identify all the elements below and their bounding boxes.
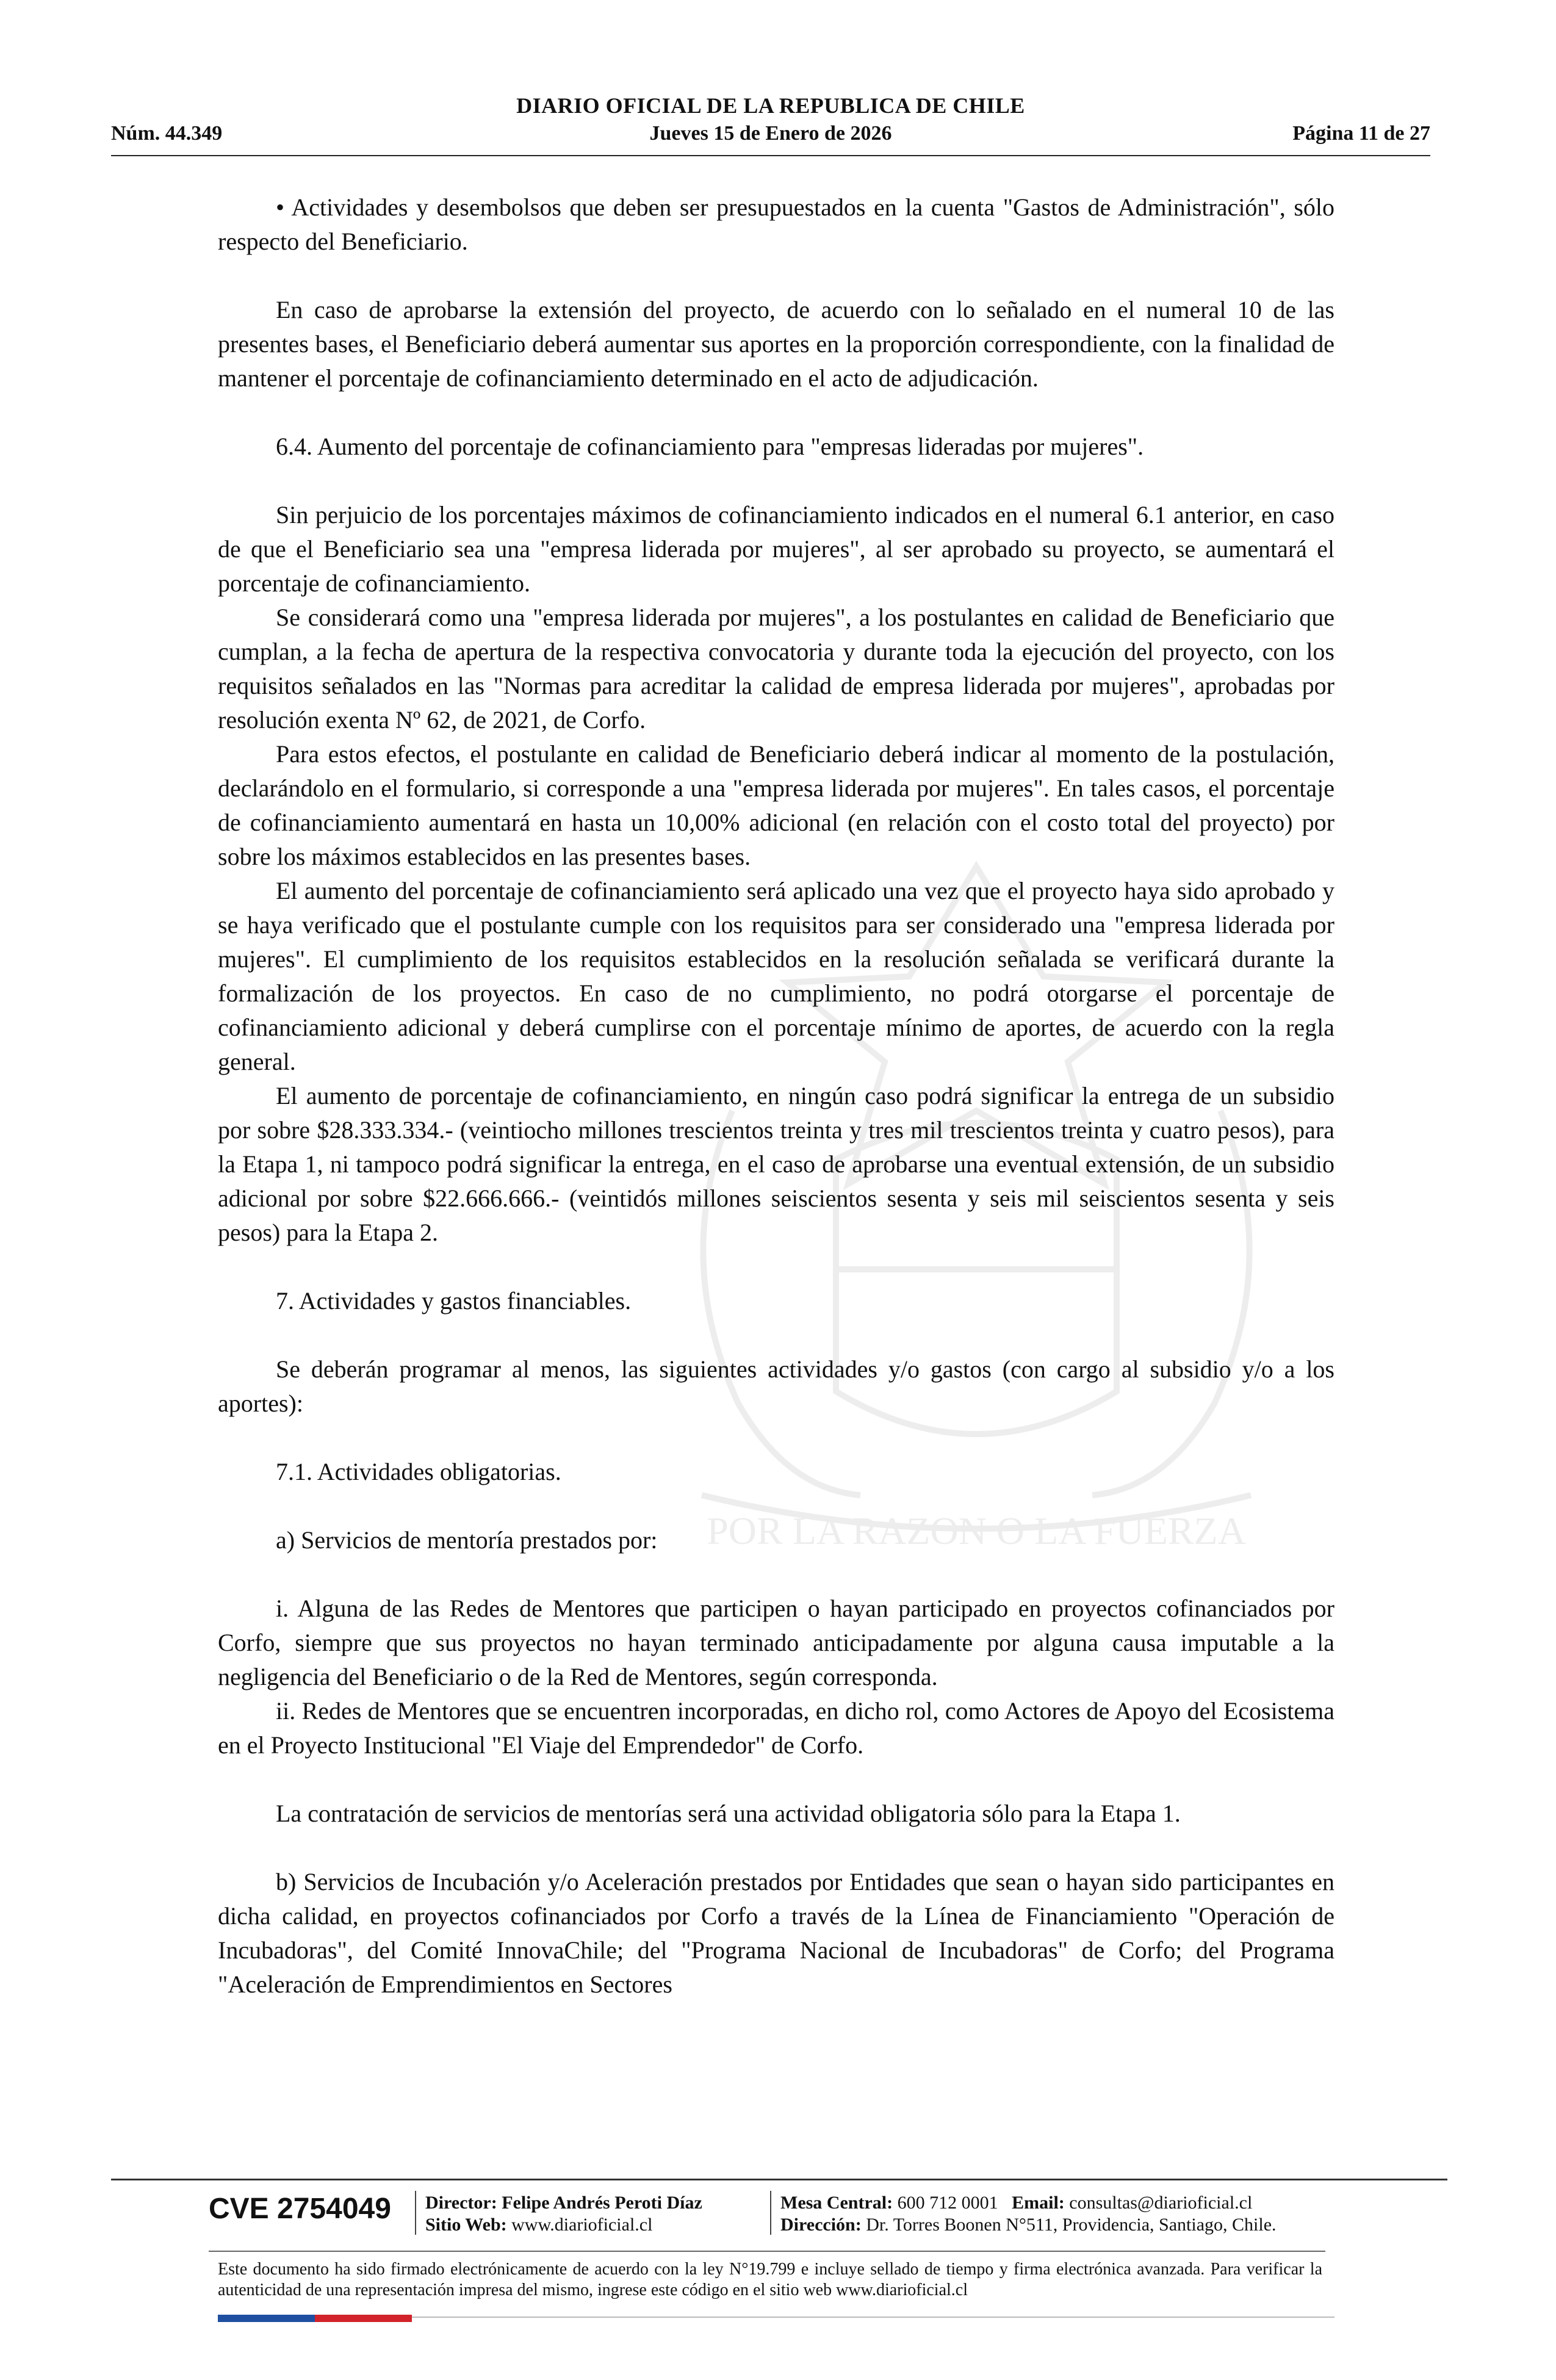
paragraph: a) Servicios de mentoría prestados por: <box>276 1526 658 1554</box>
paragraph: Se deberán programar al menos, las siguientes actividades y/o gastos (con cargo al subsidio y/o a los aportes): <box>218 1355 1334 1417</box>
page-number: Página 11 de 27 <box>1292 122 1430 145</box>
paragraph: b) Servicios de Incubación y/o Aceleración prestados por Entidades que sean o hayan sido participantes en dicha calidad, en proyectos cofinanciados por Corfo a través de la Línea de Financiamiento "Operación de Incubadoras", del Comité InnovaChile; del "Programa Nacional de Incubadoras" de Corfo; del Programa "Aceleración de Emprendimientos en Sectores <box>218 1868 1334 1998</box>
director-label: Director: <box>425 2193 497 2213</box>
website-label: Sitio Web: <box>425 2215 507 2235</box>
flag-stripe <box>218 2314 412 2321</box>
paragraph: La contratación de servicios de mentorías será una actividad obligatoria sólo para la Etapa 1. <box>276 1800 1181 1827</box>
section-heading: 6.4. Aumento del porcentaje de cofinanciamiento para "empresas lideradas por mujeres". <box>276 433 1144 460</box>
footer-contact-left <box>425 2192 702 2236</box>
watermark-motto: POR LA RAZON O LA FUERZA <box>707 1509 1246 1552</box>
footer-divider <box>111 2179 1447 2180</box>
section-heading: 7.1. Actividades obligatorias. <box>276 1458 561 1485</box>
legal-notice: Este documento ha sido firmado electrónicamente de acuerdo con la ley N°19.799 e incluye sellado de tiempo y firma electrónica avanzada. Para verificar la autenticidad de una representación impresa del mismo, ingrese este código en el sitio web www.diarioficial.cl <box>218 2260 1322 2299</box>
paragraph: • Actividades y desembolsos que deben ser presupuestados en la cuenta "Gastos de Administración", sólo respecto del Beneficiario. <box>218 193 1334 255</box>
issue-date: Jueves 15 de Enero de 2026 <box>649 122 892 145</box>
page-header <box>111 93 1430 160</box>
issue-number: Núm. 44.349 <box>111 122 223 145</box>
paragraph: Sin perjuicio de los porcentajes máximos de cofinanciamiento indicados en el numeral 6.1 anterior, en caso de que el Beneficiario sea una "empresa liderada por mujeres", al ser aprobado su proyecto, se aumentará el porcentaje de cofinanciamiento. <box>218 501 1334 597</box>
document-body <box>218 190 1334 2002</box>
paragraph: El aumento de porcentaje de cofinanciamiento, en ningún caso podrá significar la entrega de un subsidio por sobre $28.333.334.- (veintiocho millones trescientos treinta y tres mil trescientos treinta y cuatro pesos), para la Etapa 1, ni tampoco podrá significar la entrega, en el caso de aprobarse una eventual extensión, de un subsidio adicional por sobre $22.666.666.- (veintidós millones seiscientos sesenta y seis mil seiscientos sesenta y seis pesos) para la Etapa 2. <box>218 1082 1334 1246</box>
footer-separator <box>415 2191 416 2235</box>
paragraph: Se considerará como una "empresa liderada por mujeres", a los postulantes en calidad de Beneficiario que cumplan, a la fecha de apertura de la respectiva convocatoria y durante toda la ejecución del proyecto, con los requisitos señalados en las "Normas para acreditar la calidad de empresa liderada por mujeres", aprobadas por resolución exenta Nº 62, de 2021, de Corfo. <box>218 604 1334 734</box>
phone-label: Mesa Central: <box>780 2193 893 2213</box>
email-link[interactable]: consultas@diarioficial.cl <box>1069 2193 1253 2213</box>
section-heading: 7. Actividades y gastos financiables. <box>276 1287 632 1314</box>
cve-code: CVE 2754049 <box>209 2193 391 2225</box>
footer-inner-divider <box>209 2251 1325 2252</box>
header-divider <box>111 155 1430 156</box>
list-item: i. Alguna de las Redes de Mentores que participen o hayan participado en proyectos cofinanciados por Corfo, siempre que sus proyectos no hayan terminado anticipadamente por alguna causa imputable a la negligencia del Beneficiario o de la Red de Mentores, según corresponda. <box>218 1595 1334 1690</box>
publication-title: DIARIO OFICIAL DE LA REPUBLICA DE CHILE <box>516 93 1025 118</box>
footer-contact-right <box>780 2192 1277 2236</box>
page-footer <box>111 2179 1447 2362</box>
paragraph: El aumento del porcentaje de cofinanciamiento será aplicado una vez que el proyecto haya sido aprobado y se haya verificado que el postulante cumple con los requisitos para ser considerado una "empresa liderada por mujeres". El cumplimiento de los requisitos establecidos en la resolución señalada se verificará durante la formalización de los proyectos. En caso de no cumplimiento, no podrá otorgarse el porcentaje de cofinanciamiento adicional y deberá cumplirse con el porcentaje mínimo de aportes, de acuerdo con la regla general. <box>218 877 1334 1075</box>
flag-red-segment <box>315 2315 412 2322</box>
director-name: Felipe Andrés Peroti Díaz <box>502 2193 702 2213</box>
address: Dr. Torres Boonen N°511, Providencia, Santiago, Chile. <box>866 2215 1277 2235</box>
paragraph: Para estos efectos, el postulante en calidad de Beneficiario deberá indicar al momento de la postulación, declarándolo en el formulario, si corresponde a una "empresa liderada por mujeres". En tales casos, el porcentaje de cofinanciamiento aumentará en hasta un 10,00% adicional (en relación con el costo total del proyecto) por sobre los máximos establecidos en las presentes bases. <box>218 740 1334 870</box>
list-item: ii. Redes de Mentores que se encuentren incorporadas, en dicho rol, como Actores de Apoyo del Ecosistema en el Proyecto Institucional "El Viaje del Emprendedor" de Corfo. <box>218 1697 1334 1759</box>
phone-number: 600 712 0001 <box>897 2193 998 2213</box>
flag-blue-segment <box>218 2315 315 2322</box>
address-label: Dirección: <box>780 2215 862 2235</box>
email-label: Email: <box>1012 2193 1065 2213</box>
website-link[interactable]: www.diarioficial.cl <box>511 2215 653 2235</box>
paragraph: En caso de aprobarse la extensión del proyecto, de acuerdo con lo señalado en el numeral 10 de las presentes bases, el Beneficiario deberá aumentar sus aportes en la proporción correspondiente, con la finalidad de mantener el porcentaje de cofinanciamiento determinado en el acto de adjudicación. <box>218 296 1334 392</box>
footer-separator <box>770 2191 771 2235</box>
